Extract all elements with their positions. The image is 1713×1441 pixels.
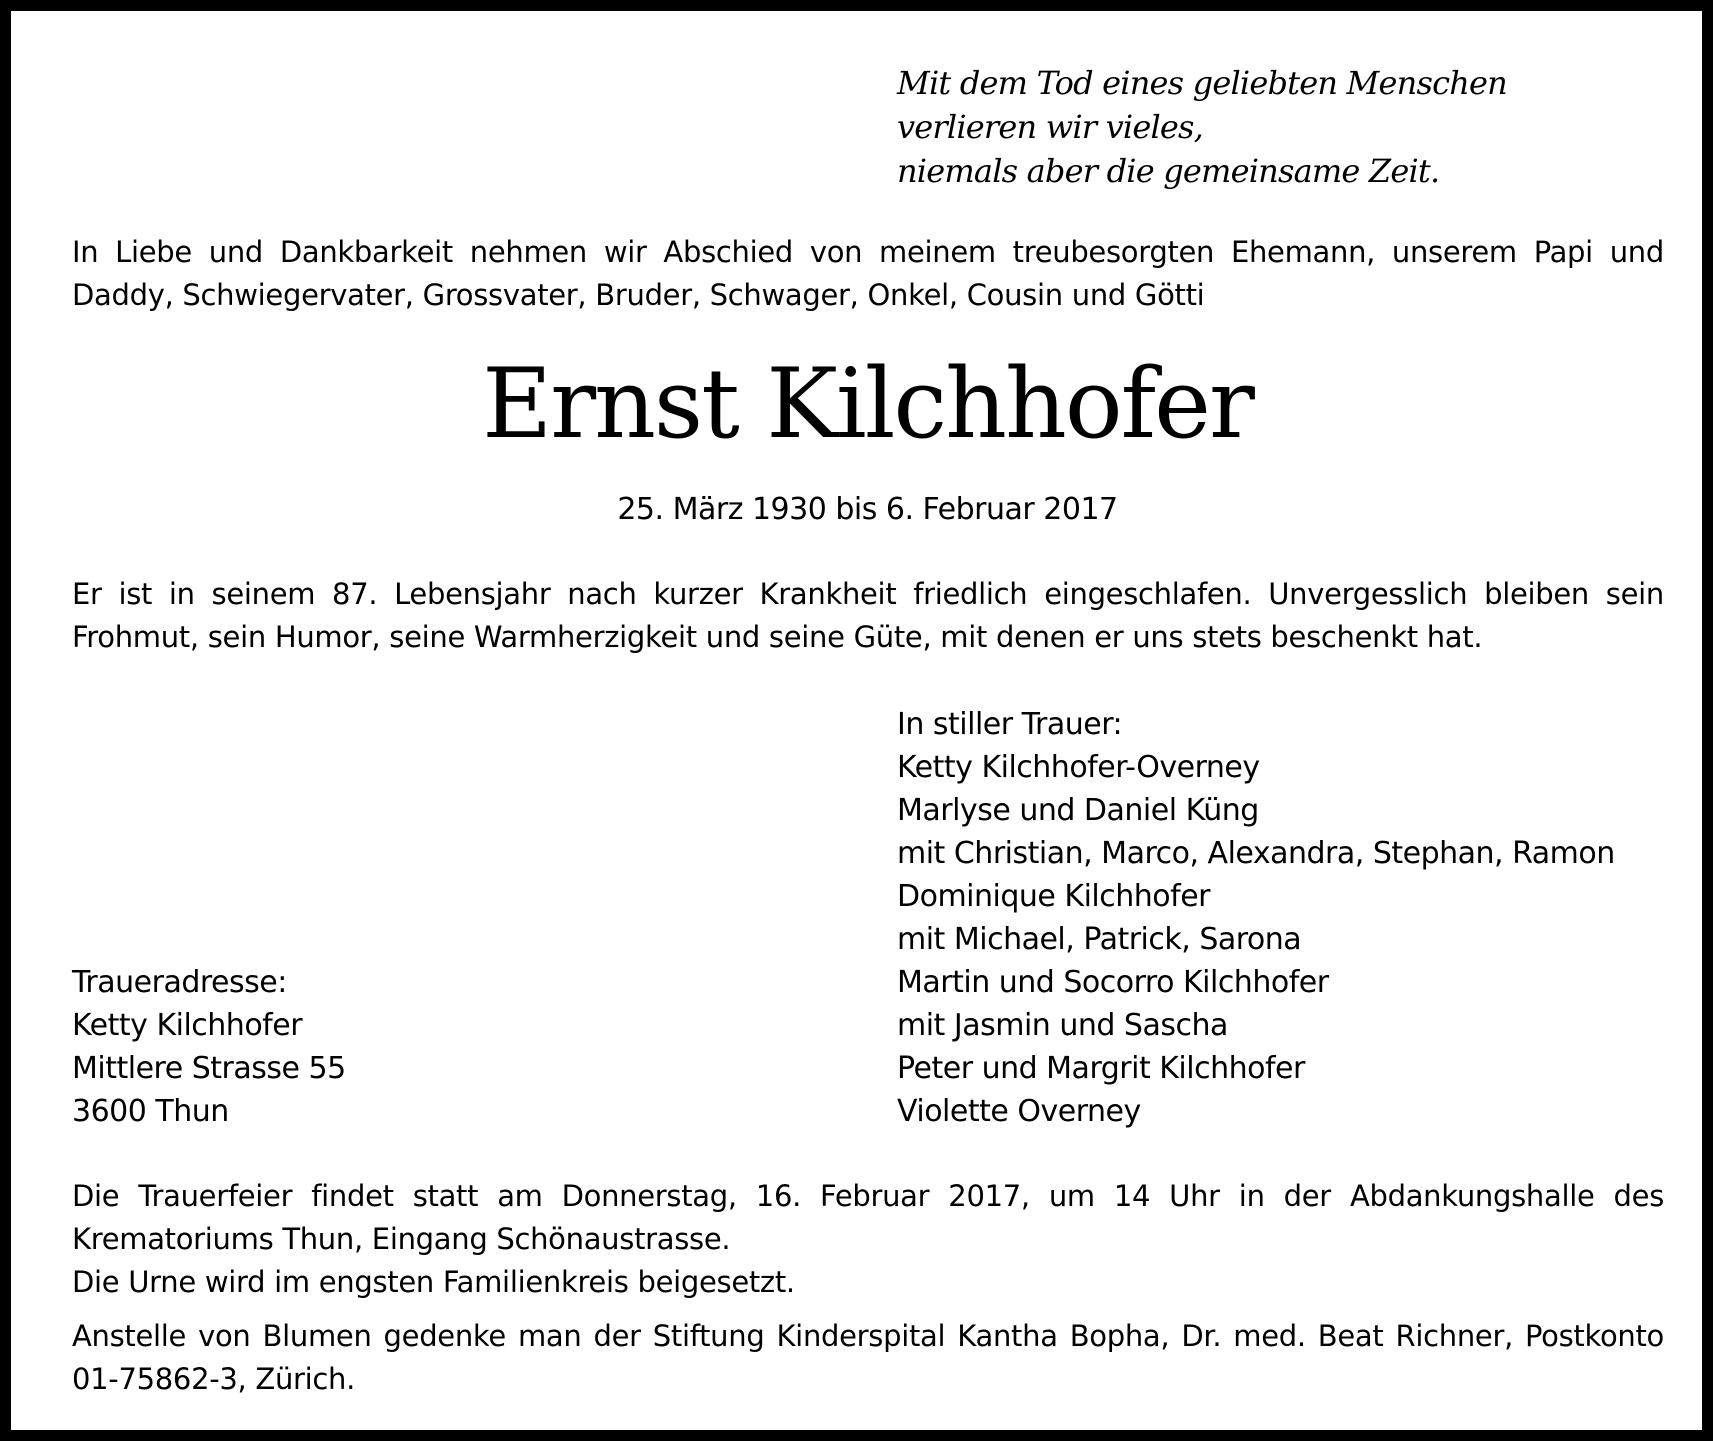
- mourner-line: Marlyse und Daniel Küng: [897, 793, 1259, 828]
- ceremony-text: Die Trauerfeier findet statt am Donnerstag, 16. Februar 2017, um 14 Uhr in der Abdankungshalle des Krematoriums Thun, Eingang Schönaustrasse.: [72, 1179, 1664, 1256]
- mourner-line: Ketty Kilchhofer-Overney: [897, 750, 1260, 785]
- mourner-line: mit Michael, Patrick, Sarona: [897, 922, 1302, 957]
- motto-line: verlieren wir vieles,: [897, 108, 1204, 146]
- mourners-heading: In stiller Trauer:: [897, 707, 1123, 742]
- donation-paragraph: Anstelle von Blumen gedenke man der Stiftung Kinderspital Kantha Bopha, Dr. med. Beat Richner, Postkonto 01-75862-3, Zürich.: [72, 1319, 1664, 1396]
- motto-quote: [897, 61, 1597, 193]
- mourner-line: Martin und Socorro Kilchhofer: [897, 965, 1329, 1000]
- mourner-line: mit Jasmin und Sascha: [897, 1008, 1228, 1043]
- mourner-line: Peter und Margrit Kilchhofer: [897, 1051, 1305, 1086]
- address-line: 3600 Thun: [72, 1094, 229, 1129]
- mourner-line: Dominique Kilchhofer: [897, 879, 1210, 914]
- burial-text: Die Urne wird im engsten Familienkreis beigesetzt.: [72, 1265, 795, 1299]
- intro-paragraph: In Liebe und Dankbarkeit nehmen wir Abschied von meinem treubesorgten Ehemann, unserem Papi und Daddy, Schwiegervater, Grossvater, Bruder, Schwager, Onkel, Cousin und Götti: [72, 235, 1664, 312]
- mourner-line: mit Christian, Marco, Alexandra, Stephan, Ramon: [897, 836, 1615, 871]
- address-line: Mittlere Strasse 55: [72, 1051, 346, 1086]
- life-dates: 25. März 1930 bis 6. Februar 2017: [617, 492, 1118, 527]
- motto-line: niemals aber die gemeinsame Zeit.: [897, 152, 1440, 190]
- address-heading: Traueradresse:: [72, 965, 287, 1000]
- mourning-address: [72, 961, 672, 1133]
- service-paragraph: [72, 1175, 1664, 1304]
- address-line: Ketty Kilchhofer: [72, 1008, 303, 1043]
- mourners-list: [897, 703, 1687, 1133]
- body-paragraph: Er ist in seinem 87. Lebensjahr nach kurzer Krankheit friedlich eingeschlafen. Unvergesslich bleiben sein Frohmut, sein Humor, seine Warmherzigkeit und seine Güte, mit denen er uns stets beschenkt hat.: [72, 577, 1664, 654]
- motto-line: Mit dem Tod eines geliebten Menschen: [897, 64, 1507, 102]
- deceased-name: Ernst Kilchhofer: [482, 348, 1253, 460]
- mourner-line: Violette Overney: [897, 1094, 1141, 1129]
